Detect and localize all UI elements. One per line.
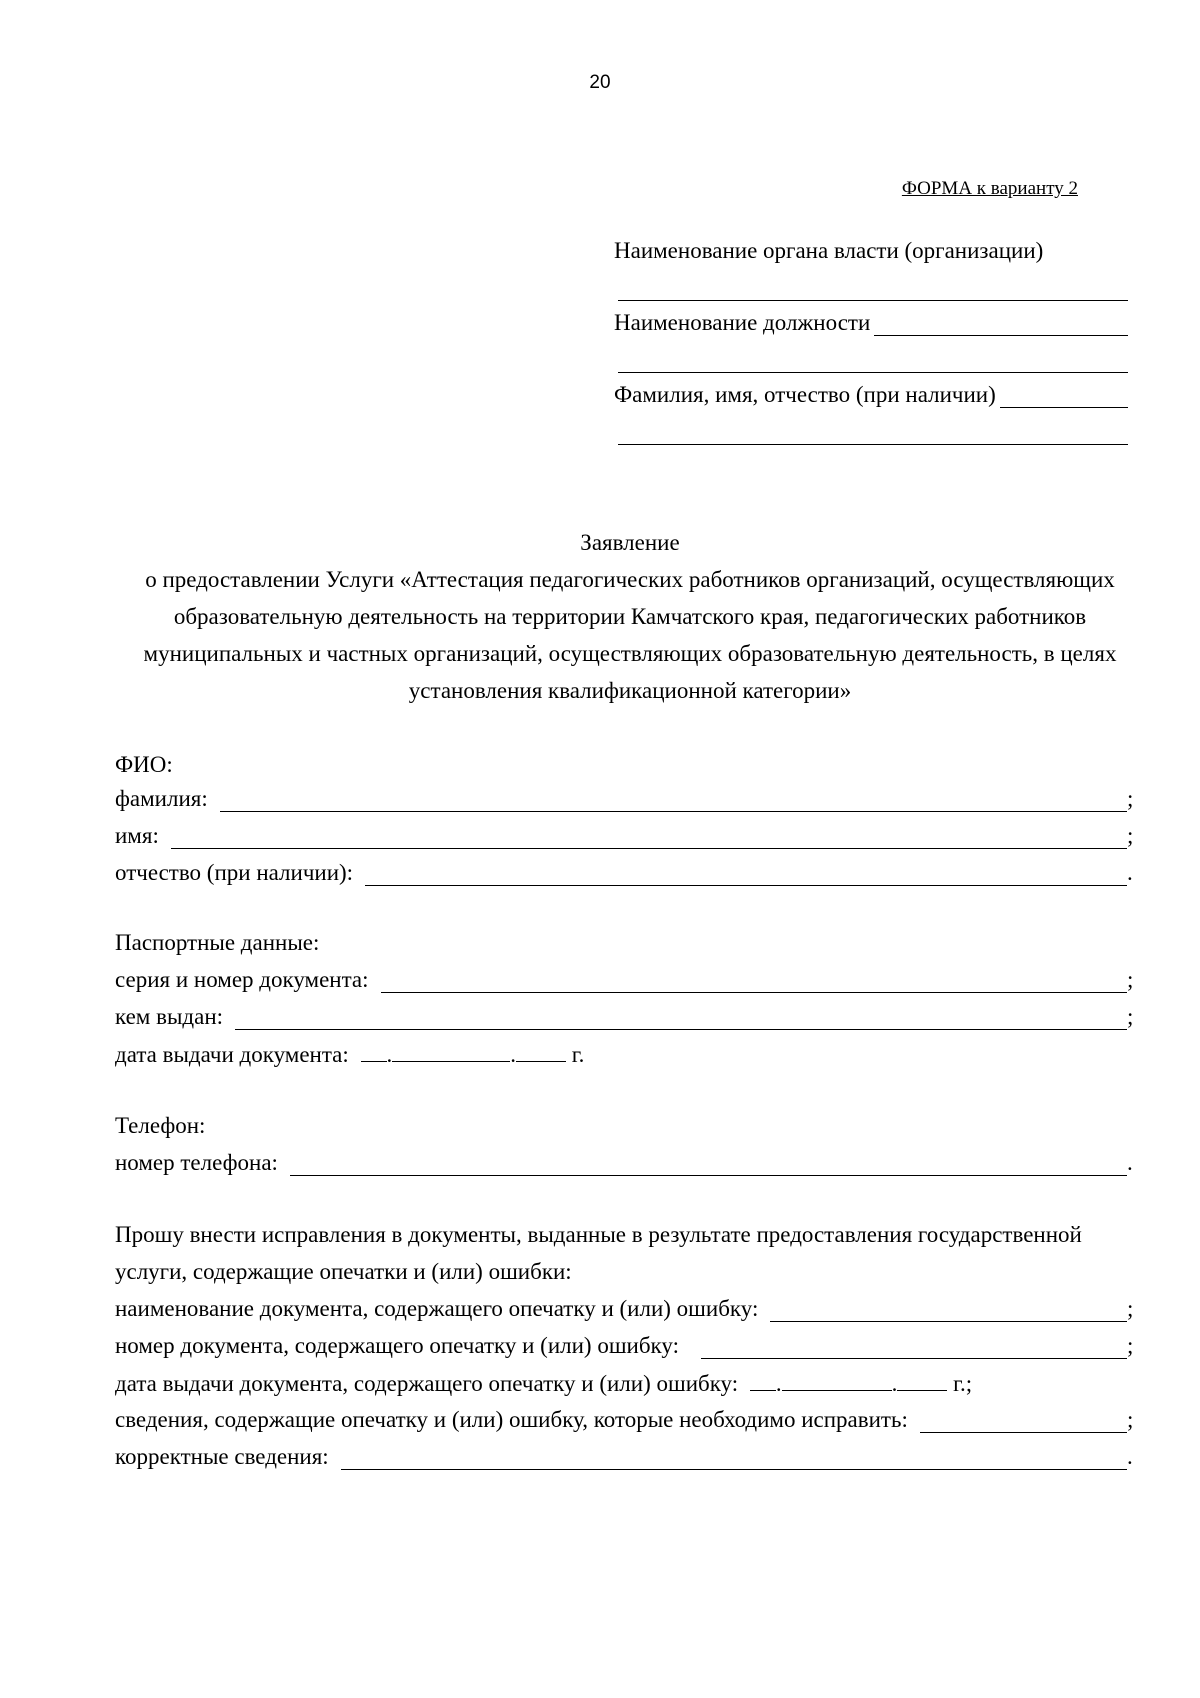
doc-name-label: наименование документа, содержащего опечатку и (или) ошибку: xyxy=(115,1296,759,1321)
fio-heading: ФИО: xyxy=(115,752,173,777)
correct-info-field[interactable] xyxy=(341,1449,1127,1470)
issued-by-label: кем выдан: xyxy=(115,1004,224,1029)
title-line: установления квалификационной категории» xyxy=(408,678,852,703)
full-name-field[interactable] xyxy=(1000,385,1128,408)
name-row xyxy=(115,823,1139,849)
passport-heading: Паспортные данные: xyxy=(115,930,320,955)
position-field-line2[interactable] xyxy=(618,372,1128,373)
issue-date-year-field[interactable] xyxy=(516,1041,566,1062)
date-dot: . xyxy=(891,1371,898,1396)
corrections-intro-line1: Прошу внести исправления в документы, выданные в результате предоставления государственной xyxy=(115,1222,1082,1247)
corrections-intro-line2: услуги, содержащие опечатки и (или) ошибки: xyxy=(115,1259,572,1284)
full-name-field-line2[interactable] xyxy=(618,444,1128,445)
position-label: Наименование должности xyxy=(614,310,871,335)
error-info-field[interactable] xyxy=(920,1412,1127,1433)
row-end: ; xyxy=(1127,786,1134,811)
error-info-label: сведения, содержащие опечатку и (или) ошибку, которые необходимо исправить: xyxy=(115,1407,908,1432)
row-end: . xyxy=(1127,860,1133,885)
issue-date-label: дата выдачи документа: xyxy=(115,1042,349,1067)
date-dot: . xyxy=(775,1371,782,1396)
position-field[interactable] xyxy=(874,313,1128,336)
row-end: ; xyxy=(1127,1333,1134,1358)
doc-date-row xyxy=(115,1370,972,1397)
date-dot: . xyxy=(386,1042,393,1067)
row-end: ; xyxy=(1127,967,1134,992)
issued-by-row xyxy=(115,1004,1139,1030)
phone-row xyxy=(115,1150,1139,1176)
title-line: муниципальных и частных организаций, осуществляющих образовательную деятельность, в целях xyxy=(143,641,1117,666)
phone-label: номер телефона: xyxy=(115,1150,278,1175)
correct-info-row xyxy=(115,1444,1139,1470)
form-label: ФОРМА к варианту 2 xyxy=(901,178,1078,199)
doc-date-day-field[interactable] xyxy=(750,1370,776,1391)
org-name-field[interactable] xyxy=(618,300,1128,301)
row-end: ; xyxy=(1127,1296,1134,1321)
series-number-label: серия и номер документа: xyxy=(115,967,369,992)
date-dot: . xyxy=(510,1042,517,1067)
application-title xyxy=(110,524,1150,709)
surname-field[interactable] xyxy=(220,791,1127,812)
name-label: имя: xyxy=(115,823,159,848)
patronymic-row xyxy=(115,860,1139,886)
doc-name-row xyxy=(115,1296,1139,1322)
row-end: . xyxy=(1127,1150,1133,1175)
org-name-label: Наименование органа власти (организации) xyxy=(614,238,1044,263)
error-info-row xyxy=(115,1407,1139,1433)
doc-number-field[interactable] xyxy=(701,1338,1127,1359)
full-name-label: Фамилия, имя, отчество (при наличии) xyxy=(614,382,996,407)
doc-number-row xyxy=(115,1333,1139,1359)
correct-info-label: корректные сведения: xyxy=(115,1444,329,1469)
year-suffix: г.; xyxy=(953,1371,973,1396)
row-end: ; xyxy=(1127,1407,1134,1432)
row-end: . xyxy=(1127,1444,1133,1469)
series-number-row xyxy=(115,967,1139,993)
doc-date-label: дата выдачи документа, содержащего опечатку и (или) ошибку: xyxy=(115,1371,739,1396)
title-line: о предоставлении Услуги «Аттестация педагогических работников организаций, осуществляющих xyxy=(145,567,1115,592)
phone-heading: Телефон: xyxy=(115,1113,206,1138)
surname-row xyxy=(115,786,1139,812)
series-number-field[interactable] xyxy=(381,972,1127,993)
page-number: 20 xyxy=(589,72,611,93)
patronymic-label: отчество (при наличии): xyxy=(115,860,354,885)
doc-date-month-field[interactable] xyxy=(782,1370,892,1391)
phone-field[interactable] xyxy=(290,1155,1127,1176)
year-suffix: г. xyxy=(571,1042,585,1067)
row-end: ; xyxy=(1127,823,1134,848)
issue-date-row xyxy=(115,1041,584,1068)
issue-date-month-field[interactable] xyxy=(392,1041,510,1062)
row-end: ; xyxy=(1127,1004,1134,1029)
issue-date-day-field[interactable] xyxy=(361,1041,387,1062)
title-heading: Заявление xyxy=(580,530,680,555)
doc-name-field[interactable] xyxy=(770,1301,1127,1322)
surname-label: фамилия: xyxy=(115,786,208,811)
name-field[interactable] xyxy=(171,828,1127,849)
doc-number-label: номер документа, содержащего опечатку и (или) ошибку: xyxy=(115,1333,679,1358)
doc-date-year-field[interactable] xyxy=(897,1370,947,1391)
title-line: образовательную деятельность на территории Камчатского края, педагогических работников xyxy=(173,604,1087,629)
patronymic-field[interactable] xyxy=(365,865,1127,886)
issued-by-field[interactable] xyxy=(235,1009,1127,1030)
